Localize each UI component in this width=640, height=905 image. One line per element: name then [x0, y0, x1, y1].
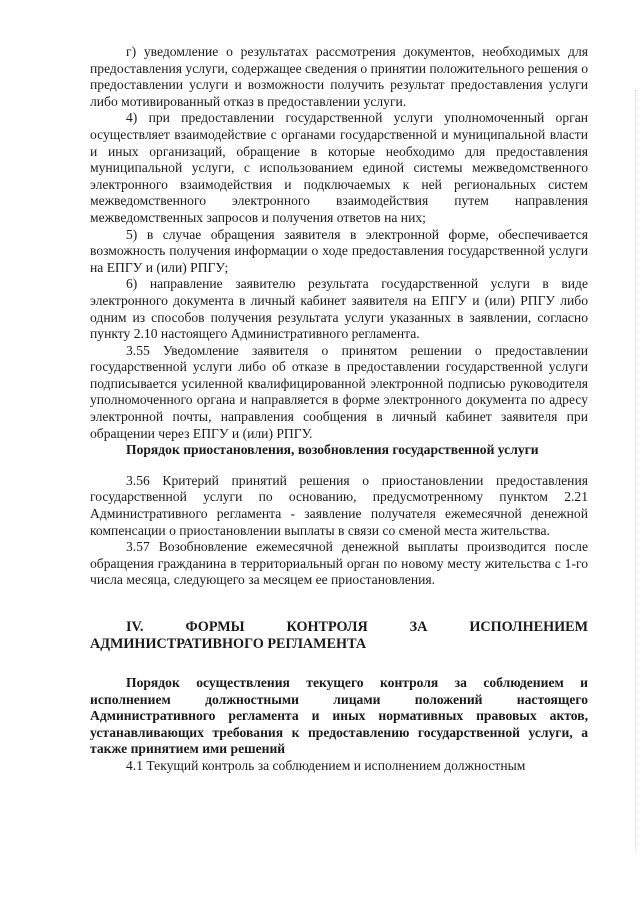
section-4-title-line-2: АДМИНИСТРАТИВНОГО РЕГЛАМЕНТА [90, 636, 367, 652]
paragraph-6: 6) направление заявителю результата государственной услуги в виде электронного документа в личный кабинет заявителя на ЕПГУ и (или) РПГУ либо одним из способов получения результата услуги указанных в заявлении, согласно пункту 2.10 настоящего Административного регламента. [90, 276, 588, 342]
paragraph-4: 4) при предоставлении государственной услуги уполномоченный орган осуществляет взаимодействие с органами государственной и муниципальной власти и иных организаций, обращение в которые необходимо для предоставления муниципальной услуги, с использованием единой системы межведомственного электронного взаимодействия и подключаемых к ней региональных систем межведомственного электронного взаимодействия путем направления межведомственных запросов и получения ответов на них; [90, 110, 588, 225]
paragraph-4-1: 4.1 Текущий контроль за соблюдением и исполнением должностным [126, 757, 526, 773]
scan-edge-marks [633, 90, 636, 850]
paragraph-3-57: 3.57 Возобновление ежемесячной денежной выплаты производится после обращения гражданина в территориальный орган по новому месту жительства с 1-го числа месяца, следующего за месяцем ее приостановления. [90, 539, 588, 588]
paragraph-3-56: 3.56 Критерий принятий решения о приостановлении предоставления государственной услуги по основанию, предусмотренному пунктом 2.21 Административного регламента - заявление получателя ежемесячной денежной компенсации о приостановлении выплаты в связи со сменой места жительства. [90, 472, 588, 538]
paragraph-5: 5) в случае обращения заявителя в электронной форме, обеспечивается возможность получения информации о ходе предоставления государственной услуги на ЕПГУ и (или) РПГУ; [90, 226, 588, 275]
paragraph-3-55: 3.55 Уведомление заявителя о принятом решении о предоставлении государственной услуги либо об отказе в предоставлении государственной услуги подписывается усиленной квалифицированной электронной подписью руководителя уполномоченного органа и направляется в форме электронного документа по адресу электронной почты, направления сообщения в личный кабинет заявителя при обращении через ЕПГУ и (или) РПГУ. [90, 342, 588, 441]
section-4-title-line-1: IV. ФОРМЫ КОНТРОЛЯ ЗА ИСПОЛНЕНИЕМ [126, 619, 588, 635]
heading-suspension: Порядок приостановления, возобновления государственной услуги [126, 442, 539, 458]
paragraph-g: г) уведомление о результатах рассмотрения документов, необходимых для предоставления услуги, содержащее сведения о принятии положительного решения о предоставлении услуги и возможности получить результат предоставления услуги либо мотивированный отказ в предоставлении услуги. [90, 44, 588, 109]
heading-current-control: Порядок осуществления текущего контроля за соблюдением и исполнением должностными лицами положений настоящего Административного регламента и иных нормативных правовых актов, устанавливающих требования к предоставлению государственной услуги, а также принятием ими решений [90, 675, 588, 757]
